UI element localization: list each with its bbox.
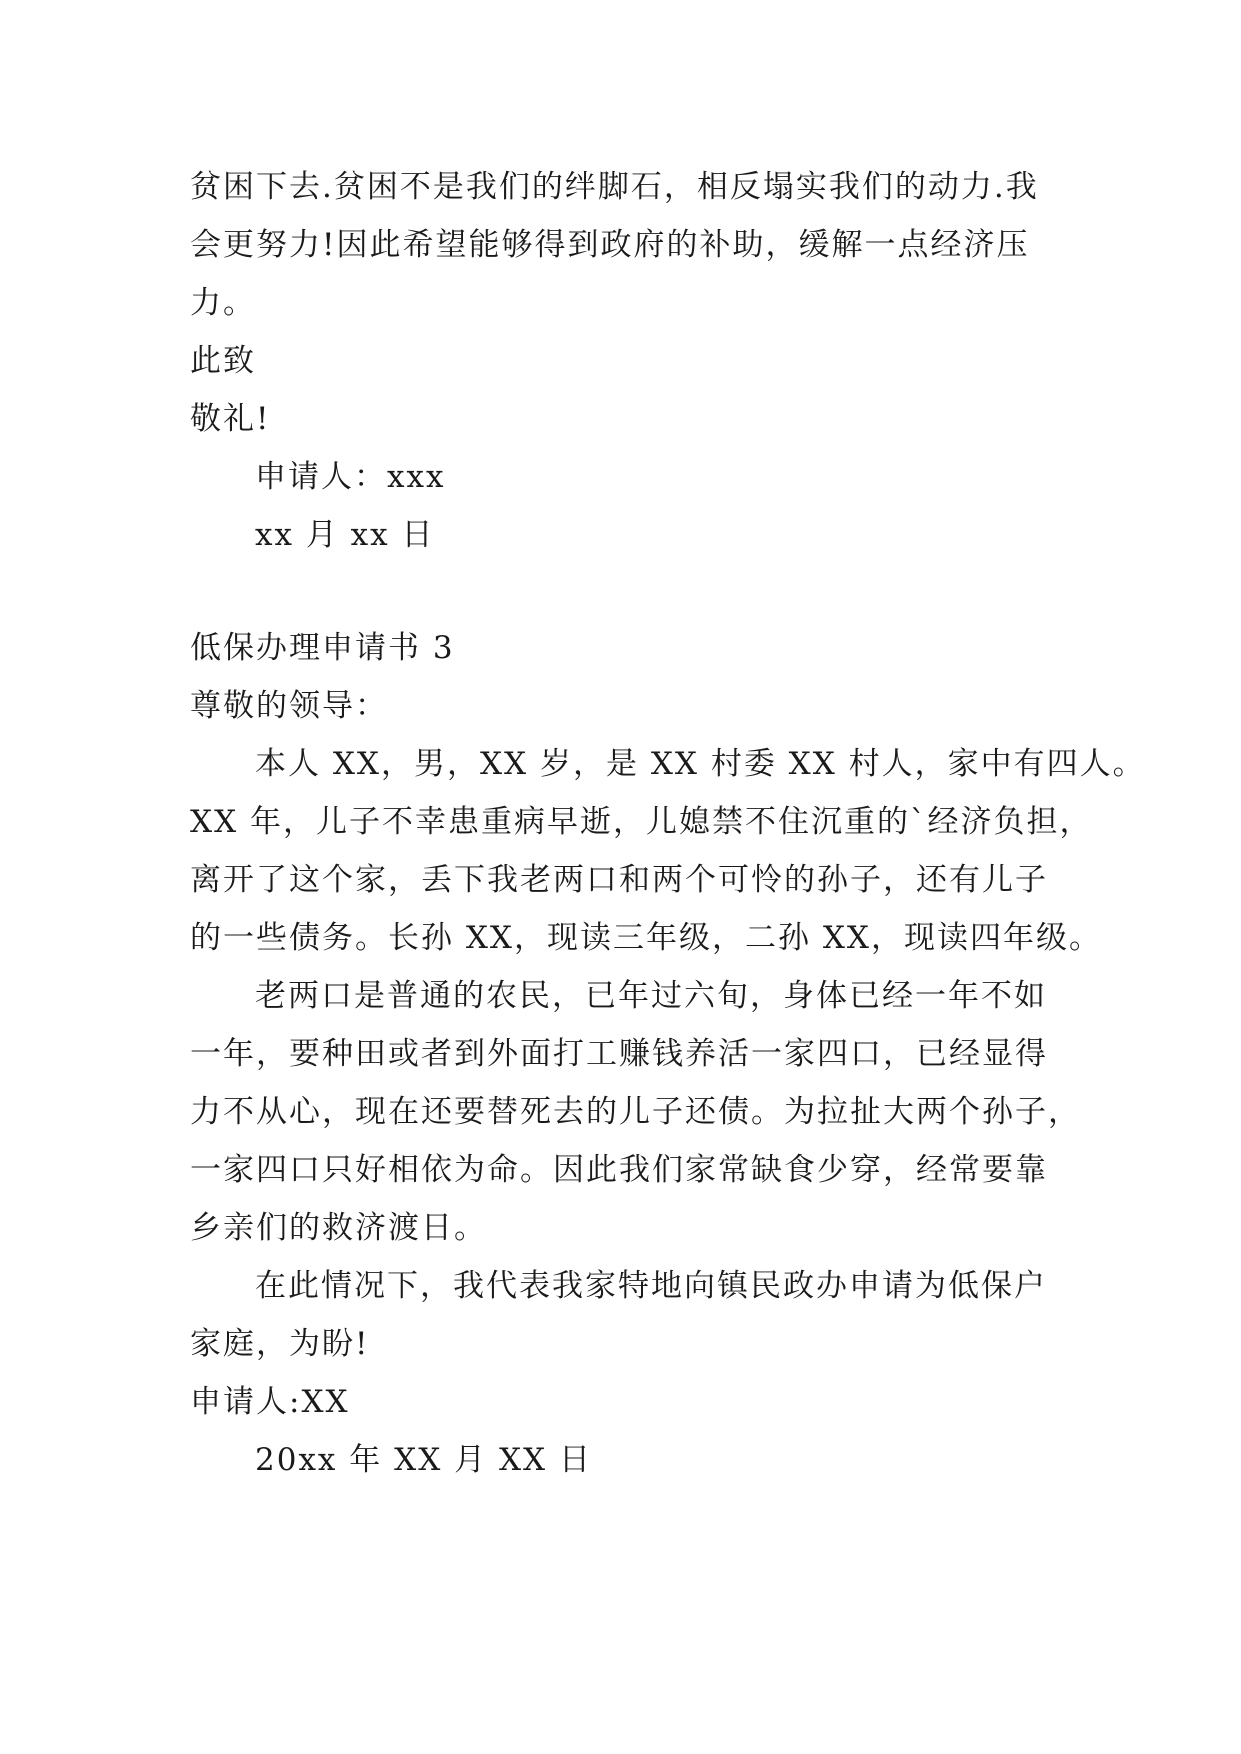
paragraph-line: 老两口是普通的农民，已年过六旬，身体已经一年不如 bbox=[255, 978, 1047, 1014]
body-line: 贫困下去.贫困不是我们的绊脚石，相反塌实我们的动力.我 bbox=[190, 169, 1039, 205]
paragraph-line: 的一些债务。长孙 XX，现读三年级，二孙 XX，现读四年级。 bbox=[190, 920, 1102, 956]
applicant-signature: 申请人：xxx bbox=[255, 459, 446, 495]
salutation: 尊敬的领导： bbox=[190, 688, 388, 724]
paragraph-line: XX 年，儿子不幸患重病早逝，儿媳禁不住沉重的`经济负担， bbox=[190, 804, 1093, 840]
closing-text: 敬礼! bbox=[190, 401, 271, 437]
paragraph-line: 一年，要种田或者到外面打工赚钱养活一家四口，已经显得 bbox=[190, 1036, 1048, 1072]
paragraph-line: 离开了这个家，丢下我老两口和两个可怜的孙子，还有儿子 bbox=[190, 862, 1048, 898]
body-line: 会更努力!因此希望能够得到政府的补助，缓解一点经济压 bbox=[190, 227, 1030, 263]
paragraph-line: 一家四口只好相依为命。因此我们家常缺食少穿，经常要靠 bbox=[190, 1152, 1048, 1188]
paragraph-line: 乡亲们的救济渡日。 bbox=[190, 1210, 487, 1246]
paragraph-line: 在此情况下，我代表我家特地向镇民政办申请为低保户 bbox=[255, 1268, 1047, 1304]
paragraph-line: 家庭，为盼! bbox=[190, 1326, 370, 1362]
body-line: 力。 bbox=[190, 285, 256, 321]
applicant-signature: 申请人:XX bbox=[190, 1384, 350, 1420]
paragraph-line: 力不从心，现在还要替死去的儿子还债。为拉扯大两个孙子， bbox=[190, 1094, 1081, 1130]
letter-title: 低保办理申请书 3 bbox=[190, 630, 455, 666]
signature-date: xx 月 xx 日 bbox=[255, 517, 435, 553]
signature-date: 20xx 年 XX 月 XX 日 bbox=[255, 1442, 592, 1478]
paragraph-line: 本人 XX，男，XX 岁，是 XX 村委 XX 村人，家中有四人。 bbox=[255, 746, 1146, 782]
closing-text: 此致 bbox=[190, 343, 256, 379]
